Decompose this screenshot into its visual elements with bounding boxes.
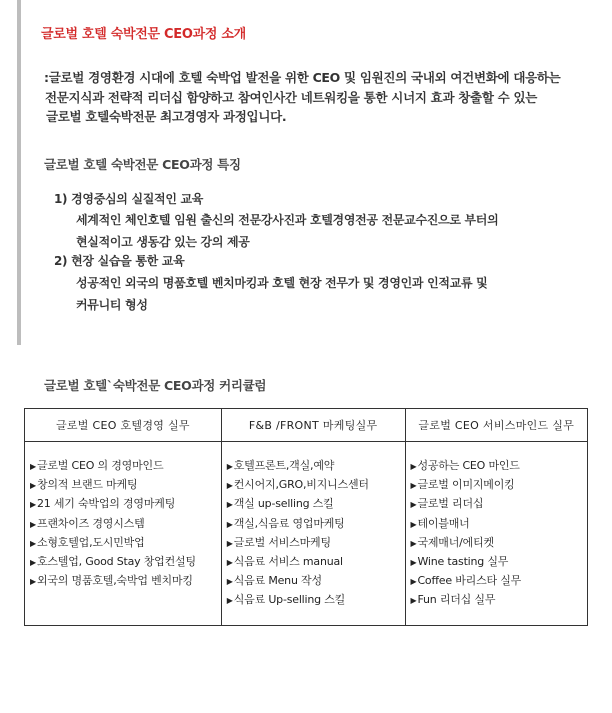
bullet-arrow-icon: ▶ [226, 481, 233, 491]
curriculum-item-label: 국제매너/에티켓 [417, 535, 494, 549]
curriculum-body-row [25, 442, 588, 626]
curriculum-item-label: 소형호텔업,도시민박업 [36, 535, 145, 549]
curriculum-item-label: Coffee 바리스타 실무 [417, 574, 522, 588]
curriculum-item [411, 515, 588, 534]
curriculum-item-label: 객실 up-selling 스킬 [233, 497, 334, 511]
bullet-arrow-icon: ▶ [410, 538, 417, 548]
bullet-arrow-icon: ▶ [410, 481, 417, 491]
bullet-arrow-icon: ▶ [410, 577, 417, 587]
bullet-arrow-icon: ▶ [30, 500, 36, 510]
curriculum-item [30, 534, 221, 553]
page-title: 글로벌 호텔 숙박전문 CEO과정 소개 [41, 27, 246, 42]
bullet-arrow-icon: ▶ [226, 500, 233, 510]
bullet-arrow-icon: ▶ [30, 577, 36, 587]
curriculum-item [30, 553, 221, 572]
curriculum-item [227, 476, 405, 495]
curriculum-item-label: Fun 리더십 실무 [417, 593, 496, 607]
curriculum-item-label: 글로벌 CEO 의 경영마인드 [36, 459, 164, 472]
feature-title-1: 1) 경영중심의 실질적인 교육 [54, 192, 204, 206]
bullet-arrow-icon: ▶ [30, 538, 36, 548]
curriculum-item [30, 495, 221, 514]
curriculum-item [411, 534, 588, 553]
bullet-arrow-icon: ▶ [30, 519, 36, 529]
bullet-arrow-icon: ▶ [410, 596, 417, 606]
curriculum-item-label: 창의적 브랜드 마케팅 [36, 478, 138, 492]
bullet-arrow-icon: ▶ [410, 462, 417, 471]
bullet-arrow-icon: ▶ [226, 558, 233, 568]
bullet-arrow-icon: ▶ [410, 558, 417, 568]
column-header: F&B /FRONT 마케팅실무 [221, 409, 405, 442]
curriculum-item-label: 외국의 명품호텔,숙박업 벤치마킹 [36, 574, 193, 588]
intro-line: :글로벌 경영환경 시대에 호텔 숙박업 발전을 위한 CEO 및 임원진의 국내외 여건변화에 대응하는 [44, 70, 561, 85]
feature-title-2: 2) 현장 실습을 통한 교육 [54, 254, 185, 268]
bullet-arrow-icon: ▶ [30, 481, 36, 491]
curriculum-item-label: 글로벌 리더십 [417, 497, 484, 511]
bullet-arrow-icon: ▶ [30, 462, 36, 471]
curriculum-table [24, 408, 588, 626]
curriculum-item-label: 프랜차이즈 경영시스템 [36, 516, 145, 530]
curriculum-item-label: 글로벌 서비스마케팅 [233, 535, 331, 549]
column-header: 글로벌 CEO 호텔경영 실무 [25, 409, 222, 442]
curriculum-item-label: Wine tasting 실무 [417, 555, 509, 569]
curriculum-item [227, 553, 405, 572]
curriculum-item-label: 식음료 Menu 작성 [233, 574, 322, 588]
curriculum-item [227, 534, 405, 553]
feature-desc-1 [76, 209, 498, 253]
curriculum-item [30, 572, 221, 591]
bullet-arrow-icon: ▶ [226, 577, 233, 587]
intro-line: 전문지식과 전략적 리더십 함양하고 참여인사간 네트워킹을 통한 시너지 효과 창출할 수 있는 [45, 89, 538, 105]
curriculum-item [227, 495, 405, 514]
bullet-arrow-icon: ▶ [226, 519, 233, 529]
feature-desc-line: 성공적인 외국의 명품호텔 벤치마킹과 호텔 현장 전무가 및 경영인과 인적교류 및 [76, 276, 488, 290]
features-heading: 글로벌 호텔 숙박전문 CEO과정 특징 [44, 157, 241, 172]
curriculum-item-label: 21 세기 숙박업의 경영마케팅 [36, 497, 176, 511]
curriculum-item-label: 호스텔업, Good Stay 창업컨설팅 [36, 555, 196, 569]
curriculum-item-label: 식음료 Up-selling 스킬 [233, 593, 346, 607]
curriculum-item-label: 성공하는 CEO 마인드 [417, 459, 520, 472]
curriculum-item [30, 476, 221, 495]
curriculum-item-label: 컨시어지,GRO,비지니스센터 [233, 478, 369, 492]
feature-desc-line: 현실적이고 생동감 있는 강의 제공 [76, 235, 250, 249]
intro-paragraph [44, 68, 560, 127]
curriculum-column [25, 442, 222, 626]
curriculum-item [30, 457, 221, 476]
curriculum-item [411, 476, 588, 495]
bullet-arrow-icon: ▶ [30, 558, 36, 568]
curriculum-header-row [25, 409, 588, 442]
curriculum-item [411, 457, 588, 476]
curriculum-item-label: 글로벌 이미지메이킹 [417, 478, 515, 492]
bullet-arrow-icon: ▶ [226, 538, 233, 548]
feature-desc-2 [76, 272, 487, 316]
bullet-arrow-icon: ▶ [226, 462, 233, 471]
bullet-arrow-icon: ▶ [410, 519, 417, 529]
curriculum-column [221, 442, 405, 626]
curriculum-item [411, 591, 588, 610]
curriculum-item [227, 457, 405, 476]
curriculum-item-label: 식음료 서비스 manual [233, 555, 343, 569]
curriculum-item [411, 553, 588, 572]
curriculum-column [405, 442, 588, 626]
curriculum-item [411, 495, 588, 514]
left-accent-bar [17, 0, 21, 345]
curriculum-item-label: 호텔프론트,객실,예약 [233, 459, 335, 472]
curriculum-heading: 글로벌 호텔`숙박전문 CEO과정 커리큘럼 [44, 378, 267, 393]
curriculum-item [411, 572, 588, 591]
curriculum-item-label: 테이블매너 [417, 516, 470, 530]
curriculum-item [227, 591, 405, 610]
bullet-arrow-icon: ▶ [226, 596, 233, 606]
curriculum-item [227, 515, 405, 534]
intro-line: 글로벌 호텔숙박전문 최고경영자 과정입니다. [46, 109, 287, 124]
feature-desc-line: 세계적인 체인호텔 임원 출신의 전문강사진과 호텔경영전공 전문교수진으로 부터의 [76, 213, 499, 227]
curriculum-item [30, 515, 221, 534]
curriculum-item-label: 객실,식음료 영업마케팅 [233, 516, 345, 530]
bullet-arrow-icon: ▶ [410, 500, 417, 510]
feature-desc-line: 커뮤니티 형성 [76, 298, 148, 312]
column-header: 글로벌 CEO 서비스마인드 실무 [405, 409, 588, 442]
curriculum-item [227, 572, 405, 591]
